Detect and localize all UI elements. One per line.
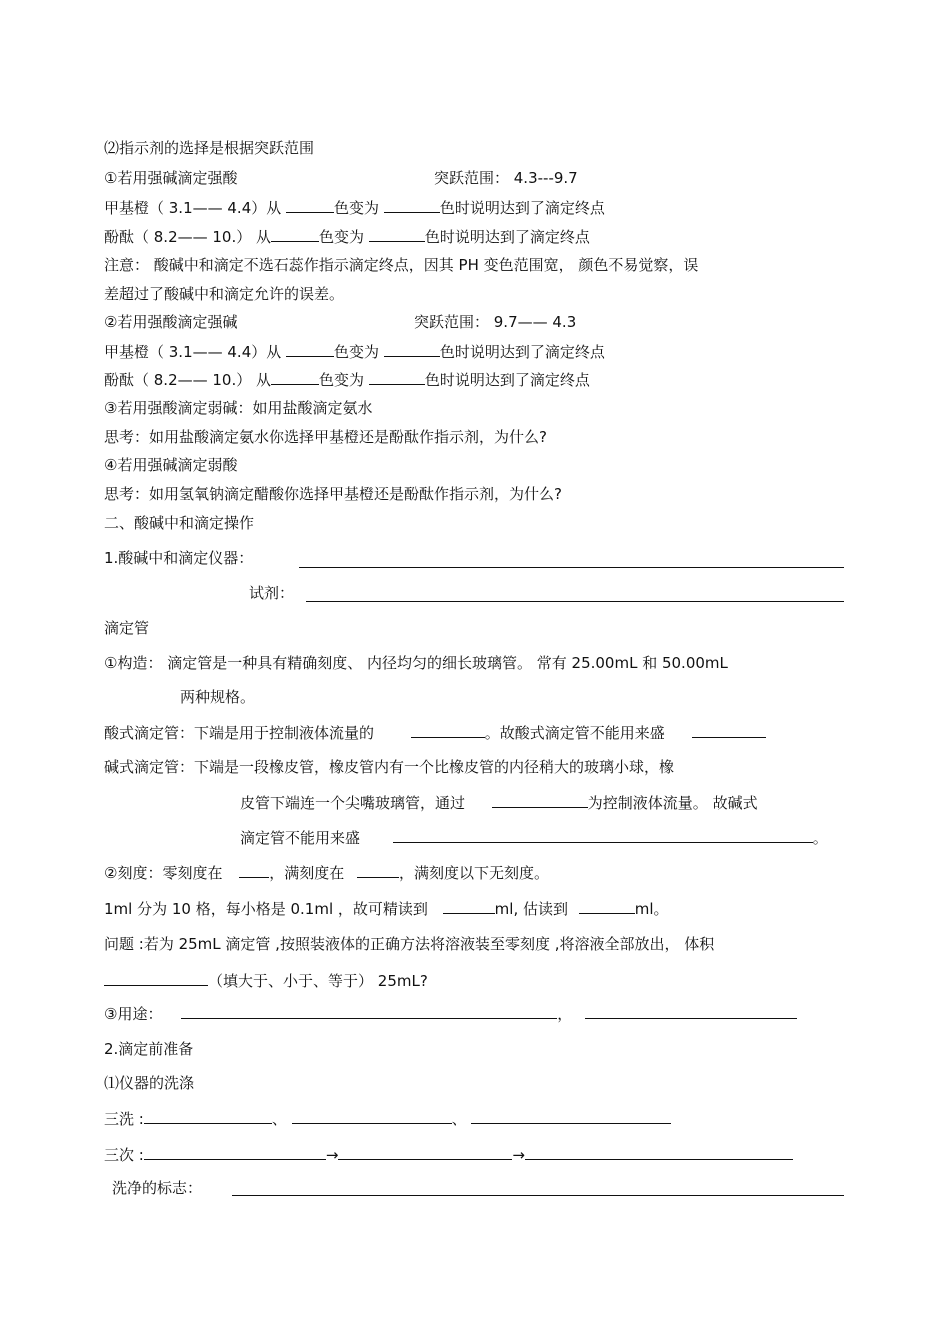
answer-blank[interactable] xyxy=(443,898,495,914)
text: 色时说明达到了滴定终点 xyxy=(424,228,590,246)
text: 皮管下端连一个尖嘴玻璃管，通过 xyxy=(240,794,466,812)
text: （填大于、小于、等于） 25mL? xyxy=(208,972,428,990)
preparation-heading: 2.滴定前准备 xyxy=(104,1040,194,1058)
answer-blank[interactable] xyxy=(369,369,425,385)
strong-acid-weak-base-label: ③若用强酸滴定弱碱：如用盐酸滴定氨水 xyxy=(104,399,373,417)
washing-heading: ⑴仪器的洗涤 xyxy=(104,1074,195,1092)
text: 1ml 分为 10 格，每小格是 0.1ml ，故可精读到 xyxy=(104,900,428,918)
answer-blank[interactable] xyxy=(393,827,813,843)
answer-blank[interactable] xyxy=(357,862,399,878)
text: 色变为 xyxy=(334,199,380,217)
text: 。故酸式滴定管不能用来盛 xyxy=(484,724,665,742)
three-times-line xyxy=(104,1144,793,1165)
text: 色时说明达到了滴定终点 xyxy=(439,199,605,217)
text: 色变为 xyxy=(319,371,365,389)
jump-range-b: 突跃范围： 9.7—— 4.3 xyxy=(414,313,577,331)
text: 甲基橙（ 3.1—— 4.4）从 xyxy=(104,199,282,217)
answer-blank[interactable] xyxy=(384,197,440,213)
text: ③用途： xyxy=(104,1005,163,1023)
reagents-blank[interactable] xyxy=(306,601,844,602)
reagents-label: 试剂： xyxy=(249,584,295,602)
answer-blank[interactable] xyxy=(271,369,319,385)
strong-base-weak-acid-label: ④若用强碱滴定弱酸 xyxy=(104,456,238,474)
answer-blank[interactable] xyxy=(471,1108,671,1124)
text: ， xyxy=(557,1005,573,1023)
question-line-1: 问题 :若为 25mL 滴定管 ,按照装液体的正确方法将溶液装至零刻度 ,将溶液全部放出， 体积 xyxy=(104,935,715,953)
answer-blank[interactable] xyxy=(692,722,766,738)
answer-blank[interactable] xyxy=(181,1003,557,1019)
answer-blank[interactable] xyxy=(525,1144,793,1160)
text: 色变为 xyxy=(334,343,380,361)
text: ，满刻度在 xyxy=(269,864,345,882)
answer-blank[interactable] xyxy=(144,1108,272,1124)
answer-blank[interactable] xyxy=(369,226,425,242)
clean-mark-blank[interactable] xyxy=(232,1195,844,1196)
text: 酚酞（ 8.2—— 10.） 从 xyxy=(104,228,272,246)
instruments-blank[interactable] xyxy=(299,567,844,568)
answer-blank[interactable] xyxy=(104,970,208,986)
three-washes-line xyxy=(104,1108,671,1129)
text: 、 xyxy=(451,1110,467,1128)
methyl-orange-line-b xyxy=(104,341,605,362)
jump-range-a: 突跃范围： 4.3---9.7 xyxy=(434,169,578,187)
text: 滴定管不能用来盛 xyxy=(240,829,361,847)
base-burette-line-2 xyxy=(240,792,758,813)
text: 三次 : xyxy=(104,1146,144,1164)
think-question-1: 思考：如用盐酸滴定氨水你选择甲基橙还是酚酞作指示剂，为什么? xyxy=(104,428,547,446)
phenolphthalein-line-a xyxy=(104,226,590,247)
answer-blank[interactable] xyxy=(286,197,334,213)
base-burette-line-1: 碱式滴定管：下端是一段橡皮管，橡皮管内有一个比橡皮管的内径稍大的玻璃小球，橡 xyxy=(104,758,675,776)
usage-line xyxy=(104,1003,797,1024)
question-line-2 xyxy=(104,970,428,991)
note-line-2: 差超过了酸碱中和滴定允许的误差。 xyxy=(104,285,345,303)
strong-acid-strong-base-label: ②若用强酸滴定强碱 xyxy=(104,313,238,331)
text: 色时说明达到了滴定终点 xyxy=(424,371,590,389)
text: 色变为 xyxy=(319,228,365,246)
text: ml。 xyxy=(634,900,669,918)
answer-blank[interactable] xyxy=(492,792,588,808)
answer-blank[interactable] xyxy=(292,1108,452,1124)
precision-line xyxy=(104,898,669,919)
text: 三洗 : xyxy=(104,1110,144,1128)
answer-blank[interactable] xyxy=(144,1144,326,1160)
text: ②刻度：零刻度在 xyxy=(104,864,223,882)
instruments-label: 1.酸碱中和滴定仪器： xyxy=(104,549,254,567)
clean-mark-label: 洗净的标志： xyxy=(112,1179,203,1197)
base-burette-line-3 xyxy=(240,827,828,848)
structure-line-1: ①构造： 滴定管是一种具有精确刻度、 内径均匀的细长玻璃管。 常有 25.00mL 和 50.00mL xyxy=(104,654,728,672)
text: 。 xyxy=(812,829,828,847)
arrow: → xyxy=(325,1146,339,1164)
text: 酸式滴定管：下端是用于控制液体流量的 xyxy=(104,724,375,742)
arrow: → xyxy=(512,1146,525,1164)
answer-blank[interactable] xyxy=(271,226,319,242)
titration-operation-heading: 二、酸碱中和滴定操作 xyxy=(104,514,255,532)
answer-blank[interactable] xyxy=(286,341,334,357)
structure-line-2: 两种规格。 xyxy=(180,688,256,706)
text: ml, 估读到 xyxy=(494,900,568,918)
indicator-selection-heading: ⑵指示剂的选择是根据突跃范围 xyxy=(104,139,315,157)
phenolphthalein-line-b xyxy=(104,369,590,390)
text: 为控制液体流量。 故碱式 xyxy=(587,794,758,812)
text: 色时说明达到了滴定终点 xyxy=(439,343,605,361)
methyl-orange-line-a xyxy=(104,197,605,218)
answer-blank[interactable] xyxy=(338,1144,512,1160)
answer-blank[interactable] xyxy=(411,722,485,738)
answer-blank[interactable] xyxy=(384,341,440,357)
answer-blank[interactable] xyxy=(585,1003,797,1019)
think-question-2: 思考：如用氢氧钠滴定醋酸你选择甲基橙还是酚酞作指示剂，为什么? xyxy=(104,485,562,503)
text: 酚酞（ 8.2—— 10.） 从 xyxy=(104,371,272,389)
text: 甲基橙（ 3.1—— 4.4）从 xyxy=(104,343,282,361)
strong-base-strong-acid-label: ①若用强碱滴定强酸 xyxy=(104,169,238,187)
text: ，满刻度以下无刻度。 xyxy=(399,864,550,882)
answer-blank[interactable] xyxy=(579,898,635,914)
answer-blank[interactable] xyxy=(239,862,269,878)
acid-burette-line xyxy=(104,722,766,743)
text: 、 xyxy=(271,1110,287,1128)
note-line-1: 注意： 酸碱中和滴定不选石蕊作指示滴定终点，因其 PH 变色范围宽， 颜色不易觉察，误 xyxy=(104,256,699,274)
burette-heading: 滴定管 xyxy=(104,619,150,637)
scale-line xyxy=(104,862,549,883)
